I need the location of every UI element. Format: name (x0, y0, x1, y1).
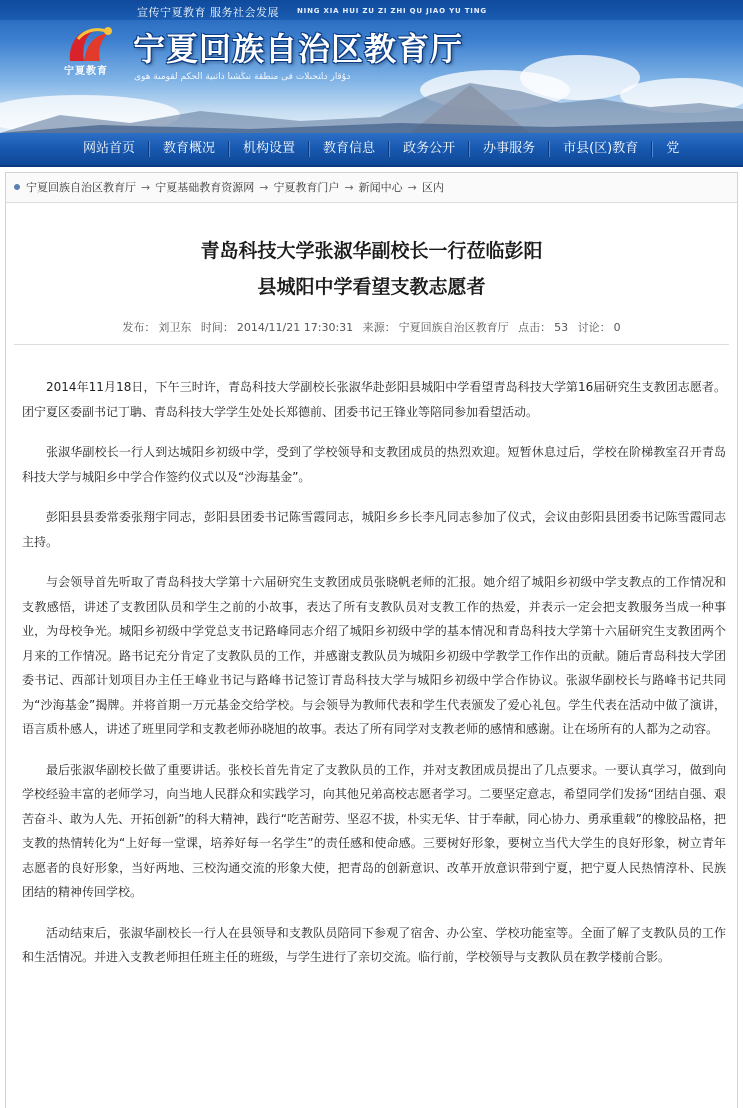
nav-separator (148, 141, 150, 157)
site-title[interactable]: 宁夏回族自治区教育厅 (133, 30, 464, 68)
nav-separator (548, 141, 550, 157)
nav-item-city-county-education[interactable]: 市县(区)教育 (563, 141, 639, 156)
nav-item-education-info[interactable]: 教育信息 (323, 141, 376, 156)
bullet-icon (14, 184, 20, 190)
pyramid-landscape-icon (0, 73, 743, 133)
nav-item-party[interactable]: 党 (666, 141, 680, 156)
breadcrumb-separator: → (141, 181, 151, 194)
nav-item-organization[interactable]: 机构设置 (243, 141, 296, 156)
nav-separator (651, 141, 653, 157)
article-meta (6, 319, 737, 335)
nav-item-overview[interactable]: 教育概况 (163, 141, 216, 156)
comments-value: 0 (613, 321, 621, 334)
article-paragraph: 2014年11月18日，下午三时许，青岛科技大学副校长张淑华赴彭阳县城阳中学看望青岛科技大学第16届研究生支教团志愿者。团宁夏区委副书记丁聃、青岛科技大学学生处处长郑德前、团委书记王锋业等陪同参加看望活动。 (22, 380, 726, 419)
article-paragraph: 与会领导首先听取了青岛科技大学第十六届研究生支教团成员张晓帆老师的汇报。她介绍了城阳乡初级中学支教点的工作情况和支教感悟，讲述了支教团队员和学生之前的小故事，表达了所有支教队员对支教工作的热爱，并表示一定会把支教服务当成一种事业，为母校争光。城阳乡初级中学党总支书记路峰同志介绍了城阳乡初级中学的基本情况和青岛科技大学第十六届研究生支教团两个月来的工作情况。路书记充分肯定了支教队员的工作，并感谢支教队员为城阳乡初级中学教学工作作出的贡献。随后青岛科技大学团委书记、西部计划项目办主任王峰业书记与路峰书记签订青岛科技大学与城阳乡初级中学合作协议。张淑华副校长与路峰书记共同为“沙海基金”揭牌。并将首期一万元基金交给学校。与会领导为教师代表和学生代表颁发了爱心礼包。学生代表在活动中做了演讲，语言质朴感人，讲述了班里同学和支教老师孙晓旭的故事。表达了所有同学对支教老师的感情和感谢。让在场所有的人都为之动容。 (22, 575, 726, 736)
source-value: 宁夏回族自治区教育厅 (398, 321, 509, 334)
header-pinyin: NING XIA HUI ZU ZI ZHI QU JIAO YU TING (297, 7, 487, 15)
logo-caption: 宁夏教育 (64, 66, 108, 77)
nav-item-home[interactable]: 网站首页 (83, 141, 136, 156)
time-value: 2014/11/21 17:30:31 (236, 321, 354, 334)
article-paragraph: 最后张淑华副校长做了重要讲话。张校长首先肯定了支教队员的工作，并对支教团成员提出了几点要求。一要认真学习，做到向学校经验丰富的老师学习，向当地人民群众和实践学习，向其他兄弟高校志愿者学习。二要坚定意志，希望同学们发扬“团结自强、艰苦奋斗、敢为人先、开拓创新”的科大精神，践行“吃苦耐劳、坚忍不拔，朴实无华、甘于奉献，同心协力、勇承重载”的橡胶品格，把支教的热情转化为“上好每一堂课，培养好每一名学生”的责任感和使命感。三要树好形象，要树立当代大学生的良好形象，树立青年志愿者的良好形象，当好两地、三校沟通交流的形象大使，把青岛的创新意识、改革开放意识带到宁夏，把宁夏人民热情淳朴、民族团结的精神传回学校。 (22, 762, 726, 899)
nav-separator (228, 141, 230, 157)
nav-separator (468, 141, 470, 157)
site-subtitle-uyghur: ﺩﯘﻗﺍﺭ ﺩﺎﺘﺤﯩﻠﺎﺕ ﻓﻰ ﻣﻨﻄﻘﺔ ﻧﯩﯖﺸﯩﺎ ﺫﺍﺗﯩﻴﺔ ﺍﻟﺤﻜﻢ ﻟﻘﻮﻣﯩﺔ ﻫﻮﻯ (134, 72, 351, 82)
article-body (22, 375, 726, 986)
breadcrumb-item-regional[interactable]: 区内 (421, 181, 444, 194)
breadcrumb-item-education-department[interactable]: 宁夏回族自治区教育厅 (26, 181, 136, 194)
breadcrumb-item-education-portal[interactable]: 宁夏教育门户 (273, 181, 340, 194)
breadcrumb-item-news-center[interactable]: 新闻中心 (358, 181, 403, 194)
breadcrumb (6, 173, 737, 203)
article-title-line2: 县城阳中学看望支教志愿者 (257, 276, 486, 298)
article-title-line1: 青岛科技大学张淑华副校长一行莅临彭阳 (200, 240, 543, 262)
header-banner (0, 0, 743, 133)
nav-separator (308, 141, 310, 157)
nav-separator (388, 141, 390, 157)
article-title (6, 233, 737, 305)
comments-label: 讨论： (577, 321, 611, 334)
header-slogan: 宣传宁夏教育 服务社会发展 (137, 6, 279, 19)
nav-item-services[interactable]: 办事服务 (483, 141, 536, 156)
clicks-label: 点击： (518, 321, 552, 334)
breadcrumb-separator: → (259, 181, 269, 194)
article-paragraph: 活动结束后，张淑华副校长一行人在县领导和支教队员陪同下参观了宿舍、办公室、学校功能室等。全面了解了支教队员的工作和生活情况。并进入支教老师担任班主任的班级，与学生进行了亲切交流。临行前，学校领导与支教队员在教学楼前合影。 (22, 925, 726, 964)
breadcrumb-separator: → (344, 181, 354, 194)
author-label: 发布： (122, 321, 156, 334)
author-value: 刘卫东 (158, 321, 192, 334)
article-paragraph: 张淑华副校长一行人到达城阳乡初级中学，受到了学校领导和支教团成员的热烈欢迎。短暂休息过后，学校在阶梯教室召开青岛科技大学与城阳乡中学合作签约仪式以及“沙海基金”。 (22, 445, 726, 484)
time-label: 时间： (200, 321, 234, 334)
clicks-value: 53 (554, 321, 569, 334)
source-label: 来源： (362, 321, 396, 334)
breadcrumb-item-resource-network[interactable]: 宁夏基础教育资源网 (155, 181, 255, 194)
article-paragraph: 彭阳县县委常委张翔宇同志，彭阳县团委书记陈雪霞同志，城阳乡乡长李凡同志参加了仪式，会议由彭阳县团委书记陈雪霞同志主持。 (22, 510, 726, 549)
main-nav (0, 133, 743, 167)
article-frame (5, 172, 738, 1108)
breadcrumb-separator: → (407, 181, 417, 194)
nav-item-government-affairs[interactable]: 政务公开 (403, 141, 456, 156)
meta-divider (14, 344, 729, 345)
